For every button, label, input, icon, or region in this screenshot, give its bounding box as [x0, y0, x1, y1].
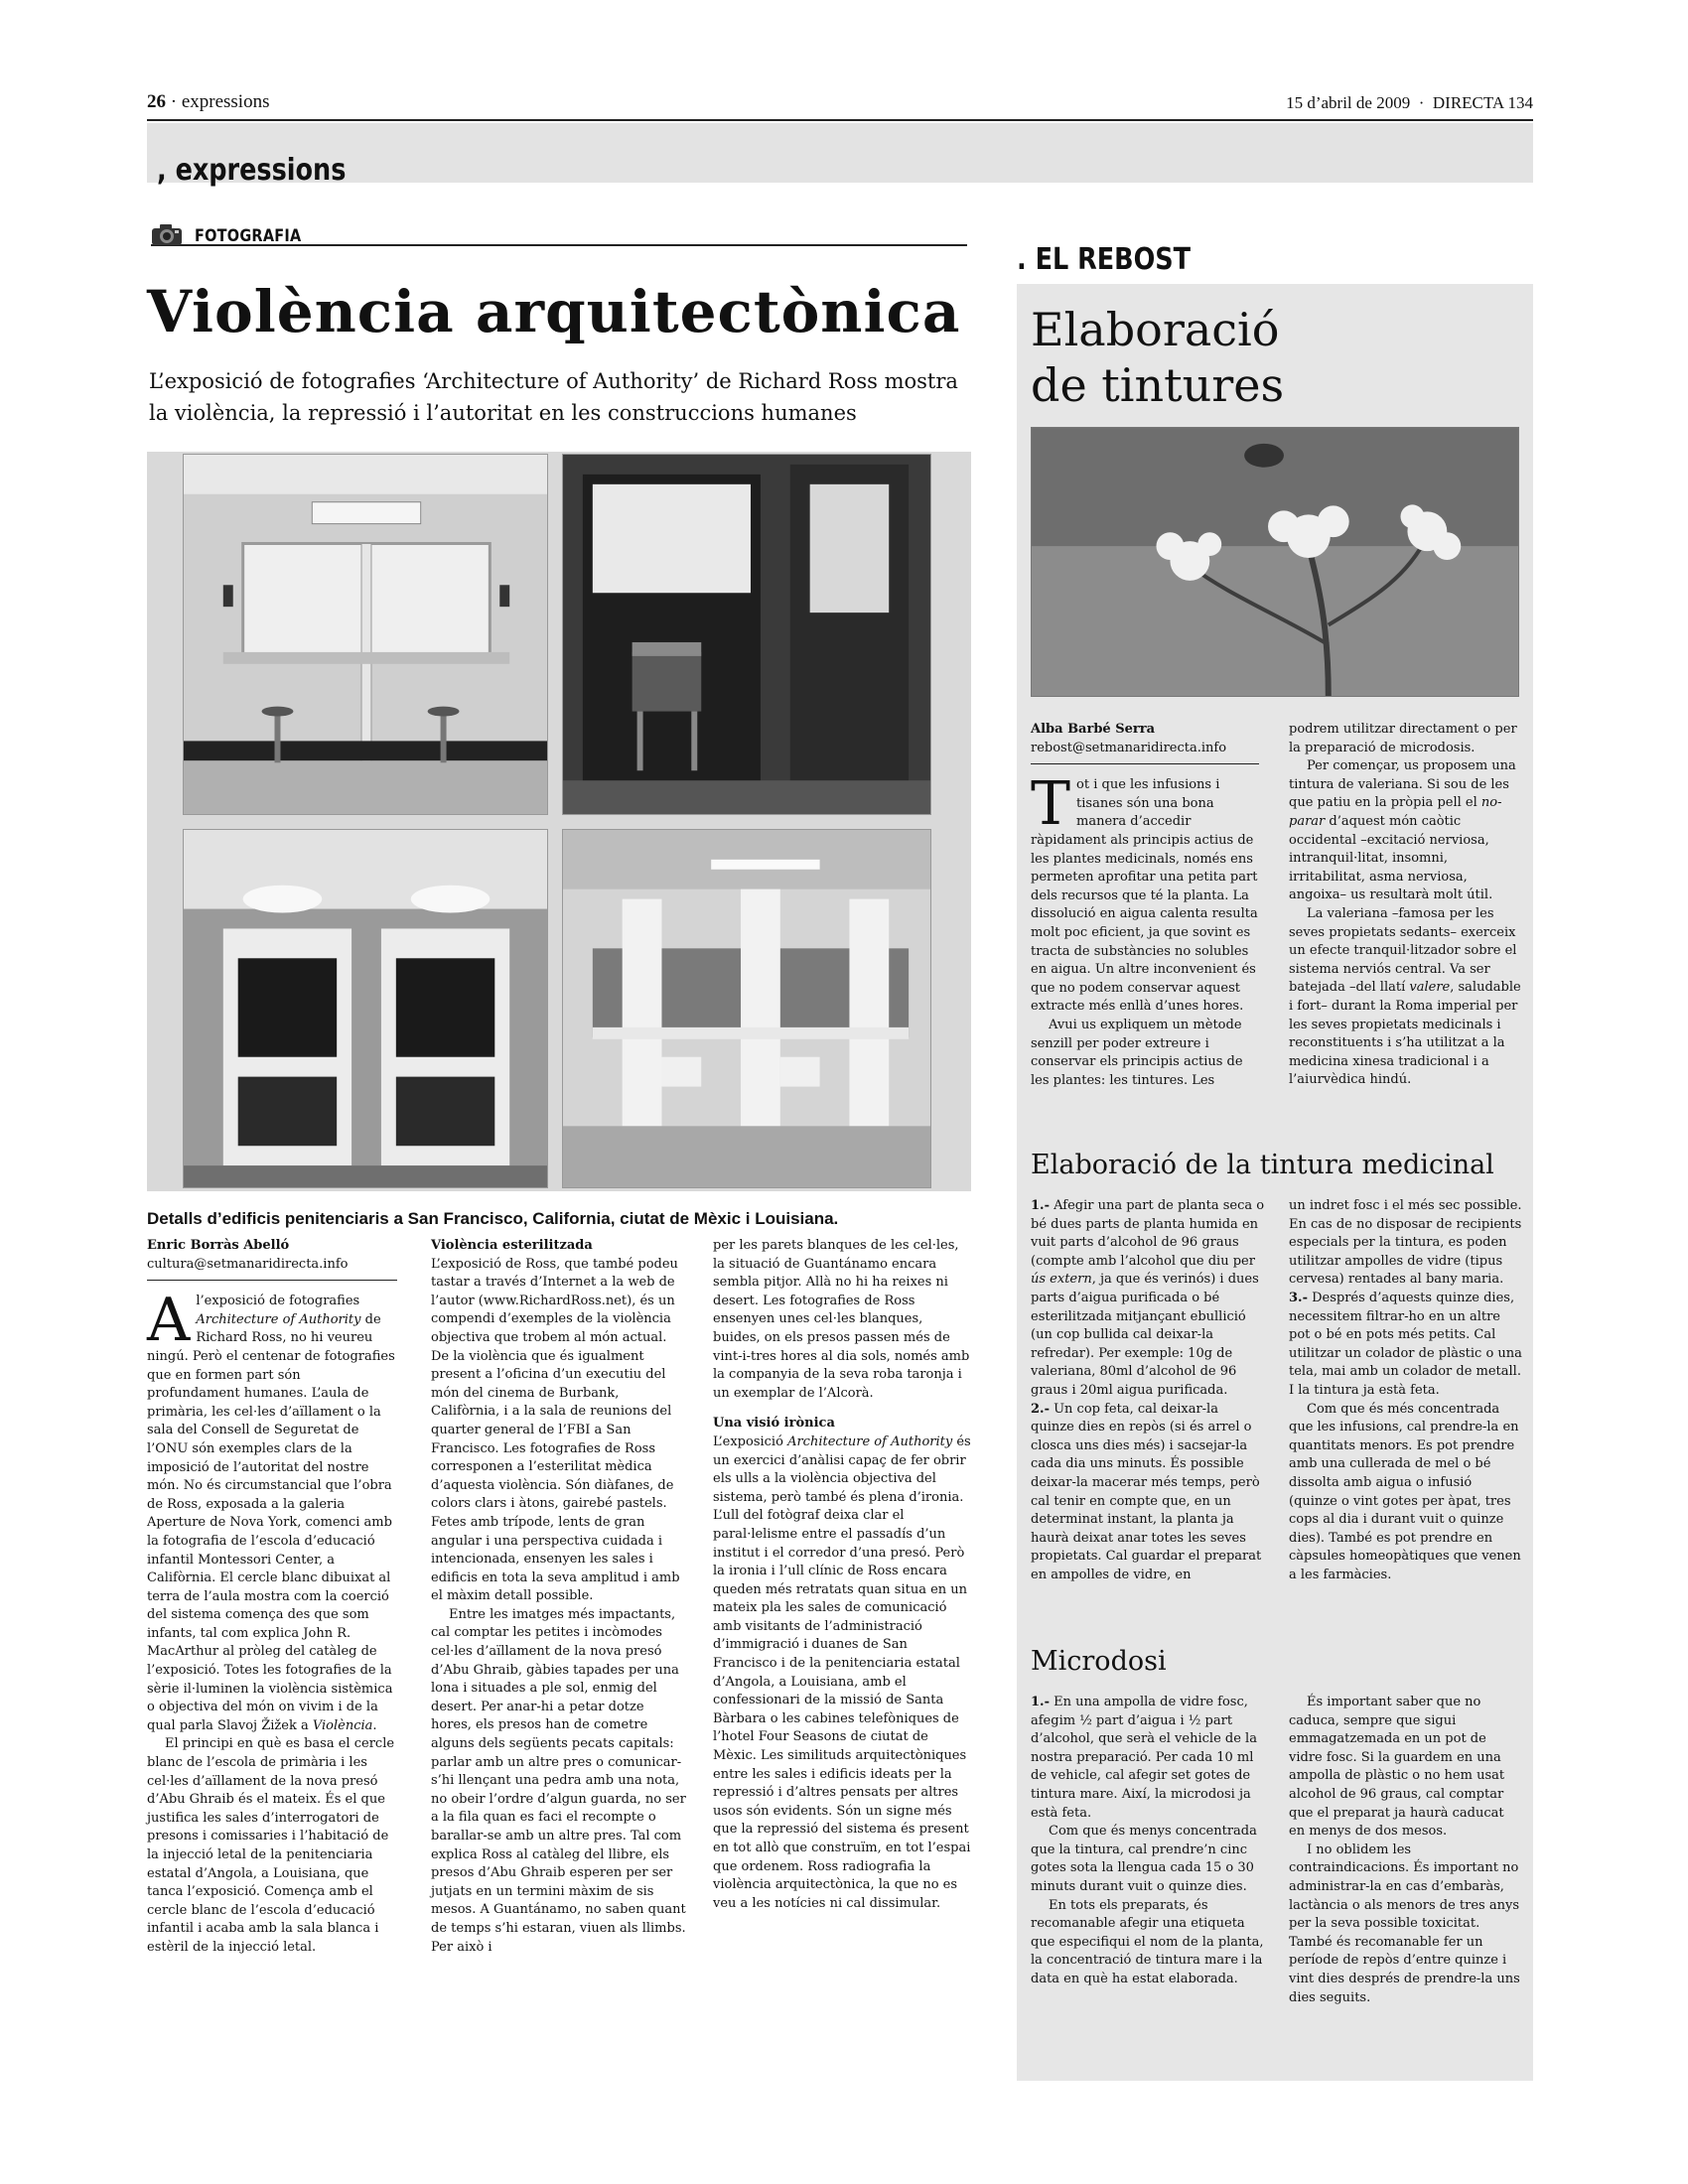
- photo-confessional: [562, 454, 931, 815]
- step-3: [1289, 1290, 1523, 1401]
- page-header: [147, 89, 1533, 121]
- subheading: Una visió irònica: [713, 1416, 835, 1432]
- article-author: Enric Borràs Abelló: [147, 1238, 290, 1253]
- text-run-italic: valere: [1409, 980, 1451, 996]
- text-run: ot i que les infusions i tisanes són una bona manera d’accedir ràpidament als principis actius de les plantes medicinals, només ens permeten aprofitar una petita part dels recursos que té la planta. La dissolució en aigua calenta resulta molt poc eficient, ja que sovint es tracta de substàncies no solubles en aigua. Un altre inconvenient és que no podem conservar aquest extracte més enllà d’unes hores.: [1031, 777, 1258, 1015]
- header-publication: DIRECTA 134: [1432, 93, 1533, 112]
- article-column-2: [431, 1237, 687, 1957]
- step-number: 2.-: [1031, 1401, 1050, 1417]
- text-run-italic: Architecture of Authority: [196, 1311, 361, 1327]
- section-band-label: , expressions: [157, 153, 347, 188]
- text-run: , saludable i fort– durant la Roma imperial per les seves propietats medicinals i reconstituents i s’ha utilitzat a la medicina xinesa tradicional i a l’aiurvèdica hindú.: [1289, 980, 1521, 1088]
- micro-paragraph: Com que és menys concentrada que la tintura, cal prendre’n cinc gotes sota la llengua cada 15 o 30 minuts durant vuit o quinze dies.: [1031, 1824, 1257, 1894]
- article-column-1: [147, 1237, 397, 1958]
- microdosi-column-1: [1031, 1694, 1265, 1989]
- text-run: La valeriana –famosa per les seves propietats sedants– exerceix un efecte tranquil·litzador sobre el sistema nerviós central. Va ser batejada –del llatí: [1289, 905, 1517, 996]
- rebost-section-title: . EL REBOST: [1017, 242, 1192, 277]
- photo-visitor-booths: [562, 829, 931, 1188]
- text-run: Per començar, us proposem una tintura de valeriana. Si sou de les que patiu en la pròpia pell el: [1289, 758, 1516, 811]
- article-column-3: [713, 1237, 973, 1913]
- header-left: [147, 91, 269, 113]
- rebost-paragraph: Avui us expliquem un mètode senzill per poder extreure i conservar els principis actius de les plantes: les tintures. Les: [1031, 1017, 1243, 1088]
- rebost-paragraph: [1289, 757, 1523, 905]
- microdosi-column-2: [1289, 1694, 1523, 2007]
- steps-paragraph: Com que és més concentrada que les infusions, cal prendre-la en quantitats menors. Es pot prendre amb una cullerada de mel o bé dissolta amb aigua o infusió (quinze o vint gotes per àpat, tres cops al dia i durant vuit o quinze dies). També es pot prendre en càpsules homeopàtiques que venen a les farmàcies.: [1289, 1401, 1521, 1582]
- steps-column-1: [1031, 1197, 1265, 1584]
- rebost-column-1: [1031, 721, 1259, 1090]
- article-paragraph: El principi en què es basa el cercle blanc de l’escola de primària i les cel·les d’aïllament de la nova presó d’Abu Ghraib és el mateix. És el que justifica les sales d’interrogatori de presons i comissaries i l’habitació de la injecció letal de la penitenciaria estatal d’Angola, a Louisiana, que tanca l’exposició. Comença amb el cercle blanc de l’escola d’educació infantil i acaba amb la sala blanca i estèril de la injecció letal.: [147, 1736, 395, 1955]
- rebost-paragraph: [1289, 905, 1523, 1090]
- text-run-italic: Violència: [312, 1717, 373, 1733]
- kicker-label: FOTOGRAFIA: [195, 226, 302, 246]
- text-run: de Richard Ross, no hi veureu ningú. Però el centenar de fotografies que en formen part són profundament humanes. L’aula de primària, les cel·les d’aïllament o la sala del Consell de Seguretat de l’ONU són exemples clars de la imposició de l’autoritat del nostre món. No és circumstancial que l’obra de Ross, exposada a la galeria Aperture de Nova York, comenci amb la fotografia de l’escola d’educació infantil Montessori Center, a Califòrnia. El cercle blanc dibuixat al terra de l’aula mostra com la coerció del sistema comença des que som infants, tal com explica John R. MacArthur al pròleg del catàleg de l’exposició. Totes les fotografies de la sèrie il·luminen la violència sistèmica o objectiva del món on vivim i de la qual parla Slavoj Žižek a: [147, 1311, 395, 1733]
- article-paragraph: Entre les imatges més impactants, cal comptar les petites i incòmodes cel·les d’aïllament de la nova presó d’Abu Ghraib, gàbies tapades per una lona i situades a ple sol, enmig del desert. Per anar-hi a petar dotze hores, els presos han de cometre alguns dels següents pecats capitals: parlar amb un altre pres o comunicar-s’hi llençant una pedra amb una nota, no obeir l’ordre d’algun guarda, no ser a la fila quan es faci el recompte o barallar-se amb un altre pres. Tal com explica Ross al catàleg del llibre, els presos d’Abu Ghraib esperen per ser jutjats en un termini màxim de sis mesos. A Guantánamo, no saben quant de temps s’hi estaran, viuen als llimbs. Per això i: [431, 1606, 686, 1955]
- photo-interview-room: [183, 454, 548, 815]
- rebost-author: Alba Barbé Serra: [1031, 722, 1155, 737]
- text-run: En una ampolla de vidre fosc, afegim ½ part d’aigua i ½ part d’alcohol, que serà el vehicle de la nostra preparació. Per cada 10 ml de vehicle, cal afegir set gotes de tintura mare. Així, la microdosi ja està feta.: [1031, 1695, 1257, 1821]
- rebost-headline-line2: de tintures: [1031, 358, 1285, 412]
- text-run: L’exposició: [713, 1433, 788, 1449]
- text-run-italic: Architecture of Authority: [787, 1433, 953, 1449]
- header-dot: ·: [1418, 93, 1425, 112]
- text-run: .: [372, 1717, 377, 1733]
- dropcap: A: [147, 1286, 191, 1356]
- step-number: 1.-: [1031, 1198, 1050, 1213]
- text-run: , ja que és verinós) i dues parts d’aigua purificada o bé esterilitzada mitjançant ebullició (un cop bullida cal deixar-la refredar). Per exemple: 10g de valeriana, 80ml d’alcohol de 96 graus i 20ml aigua purificada.: [1031, 1272, 1259, 1398]
- step-number: 3.-: [1289, 1290, 1308, 1305]
- header-separator: ·: [170, 91, 178, 112]
- micro-paragraph: És important saber que no caduca, sempre que sigui emmagatzemada en un pot de vidre fosc. Si la guardem en una ampolla de plàstic o no hem usat alcohol de 96 graus, cal comptar que el preparat ja haurà caducat en menys de dos mesos.: [1289, 1695, 1505, 1840]
- subheading: Violència esterilitzada: [431, 1238, 593, 1253]
- article-paragraph: [713, 1433, 973, 1913]
- article-standfirst: L’exposició de fotografies ‘Architecture of Authority’ de Richard Ross mostra la violència, la repressió i l’autoritat en les construccions humanes: [149, 369, 958, 425]
- text-run: Afegir una part de planta seca o bé dues parts de planta humida en vuit parts d’alcohol de 96 graus (compte amb l’alcohol que diu per: [1031, 1198, 1265, 1269]
- article-email: cultura@setmanaridirecta.info: [147, 1256, 397, 1282]
- text-run: és un exercici d’anàlisi capaç de fer obrir els ulls a la violència objectiva del sistema, però també és plena d’ironia. L’ull del fotògraf deixa clar el paral·lelisme entre el passadís d’un institut i el corredor d’una presó. Però la ironia i l’ull clínic de Ross encara queden més retratats quan situa en un mateix pla les sales de comunicació amb visitants de l’administració d’immigració i duanes de San Francisco i de la penitenciaria estatal d’Angola, a Louisiana, amb el confessionari de la missió de Santa Bàrbara o les cabines telefòniques de l’hotel Four Seasons de ciutat de Mèxic. Les similituds arquitectòniques entre les sales i edificis ideats per la repressió i d’altres pensats per altres usos són evidents. Són un signe més que la repressió del sistema és present en tot allò que construïm, en tot l’espai que ordenem. Ross radiografia la violència arquitectònica, la que no es veu a les notícies ni cal dissimular.: [713, 1433, 971, 1911]
- text-run: Un cop feta, cal deixar-la quinze dies en repòs (si és arrel o closca uns dies més) i sacsejar-la cada dia uns minuts. És possible deixar-la macerar més temps, però cal tenir en compte que, en un determinat instant, la planta ja haurà deixat anar totes les seves propietats. Cal guardar el preparat en ampolles de vidre, en: [1031, 1401, 1262, 1582]
- article-paragraph: [147, 1286, 397, 1735]
- micro-paragraph: En tots els preparats, és recomanable afegir una etiqueta que especifiqui el nom de la planta, la concentració de tintura mare i la data en què ha estat elaborada.: [1031, 1897, 1264, 1986]
- page-number: 26: [147, 91, 166, 112]
- article-headline: Violència arquitectònica: [147, 278, 961, 345]
- header-date: 15 d’abril de 2009: [1286, 93, 1411, 112]
- step-1: [1031, 1197, 1265, 1401]
- article-paragraph: per les parets blanques de les cel·les, la situació de Guantánamo encara sembla pitjor. Allà no hi ha reixes ni desert. Les fotografies de Ross ensenyen unes cel·les blanques, buides, on els presos passen més de vint-i-tres hores al dia sols, només amb la companyia de la seva roba taronja i un exemplar de l’Alcorà.: [713, 1238, 970, 1401]
- rebost-column-2: [1289, 721, 1523, 1090]
- micro-step-1: [1031, 1694, 1265, 1823]
- rebost-paragraph: podrem utilitzar directament o per la preparació de microdosis.: [1289, 722, 1517, 755]
- steps-column-2: [1289, 1197, 1523, 1584]
- step-number: 1.-: [1031, 1695, 1050, 1709]
- section-band: [147, 123, 1533, 188]
- camera-icon: [151, 222, 183, 246]
- photo-caption: Detalls d’edificis penitenciaris a San Francisco, California, ciutat de Mèxic i Louisiana.: [147, 1209, 839, 1228]
- article-photo-grid: [147, 452, 971, 1191]
- rebost-headline-line1: Elaboració: [1031, 303, 1280, 356]
- header-right: [1286, 93, 1533, 113]
- text-run-italic: no-parar: [1289, 795, 1502, 829]
- text-run: Després d’aquests quinze dies, necessitem filtrar-ho en un altre pot o bé en pots més petits. Cal utilitzar un colador de plàstic o una tela, mai amb un colador de metall. I la tintura ja està feta.: [1289, 1290, 1522, 1398]
- valerian-photo: [1031, 427, 1519, 697]
- article-paragraph: L’exposició de Ross, que també podeu tastar a través d’Internet a la web de l’autor (www.RichardRoss.net), és un compendi d’exemples de la violència objectiva que trobem al món actual. De la violència que és igualment present a l’oficina d’un executiu del món del cinema de Burbank, Califòrnia, i a la sala de reunions del quarter general de l’FBI a San Francisco. Les fotografies de Ross corresponen a l’esterilitat mèdica d’aquesta violència. Són diàfanes, de colors clars i àtons, gairebé pastels. Fetes amb trípode, lents de gran angular i una perspectiva cuidada i intencionada, ensenyen les sales i edificis en tota la seva amplitud i amb el màxim detall possible.: [431, 1256, 680, 1604]
- dropcap: T: [1031, 769, 1071, 840]
- article-kicker: [151, 224, 967, 246]
- subheading-microdosi: Microdosi: [1031, 1646, 1167, 1677]
- text-run: l’exposició de fotografies: [196, 1294, 360, 1309]
- header-section: expressions: [181, 91, 270, 112]
- text-run: d’aquest món caòtic occidental –excitació nerviosa, intranquil·litat, insomni, irritabilitat, asma nerviosa, angoixa– us resultarà molt útil.: [1289, 813, 1493, 903]
- steps-paragraph: un indret fosc i el més sec possible. En cas de no disposar de recipients especials per la tintura, es poden utilitzar ampolles de vidre (tipus cervesa) rentades al bany maria.: [1289, 1198, 1522, 1288]
- rebost-paragraph: [1031, 769, 1259, 1017]
- micro-paragraph: I no oblidem les contraindicacions. És important no administrar-la en cas d’embaràs, lactància o als menors de tres anys per la seva possible toxicitat. També és recomanable fer un període de repòs d’entre quinze i vint dies després de prendre-la uns dies seguits.: [1289, 1842, 1520, 2005]
- step-2: [1031, 1401, 1265, 1585]
- rebost-box: [1017, 284, 1533, 2081]
- photo-double-doors: [183, 829, 548, 1188]
- text-run-italic: ús extern: [1031, 1272, 1092, 1288]
- rebost-headline: [1031, 302, 1284, 413]
- subheading-tintura: Elaboració de la tintura medicinal: [1031, 1150, 1494, 1180]
- rebost-email: rebost@setmanaridirecta.info: [1031, 740, 1259, 765]
